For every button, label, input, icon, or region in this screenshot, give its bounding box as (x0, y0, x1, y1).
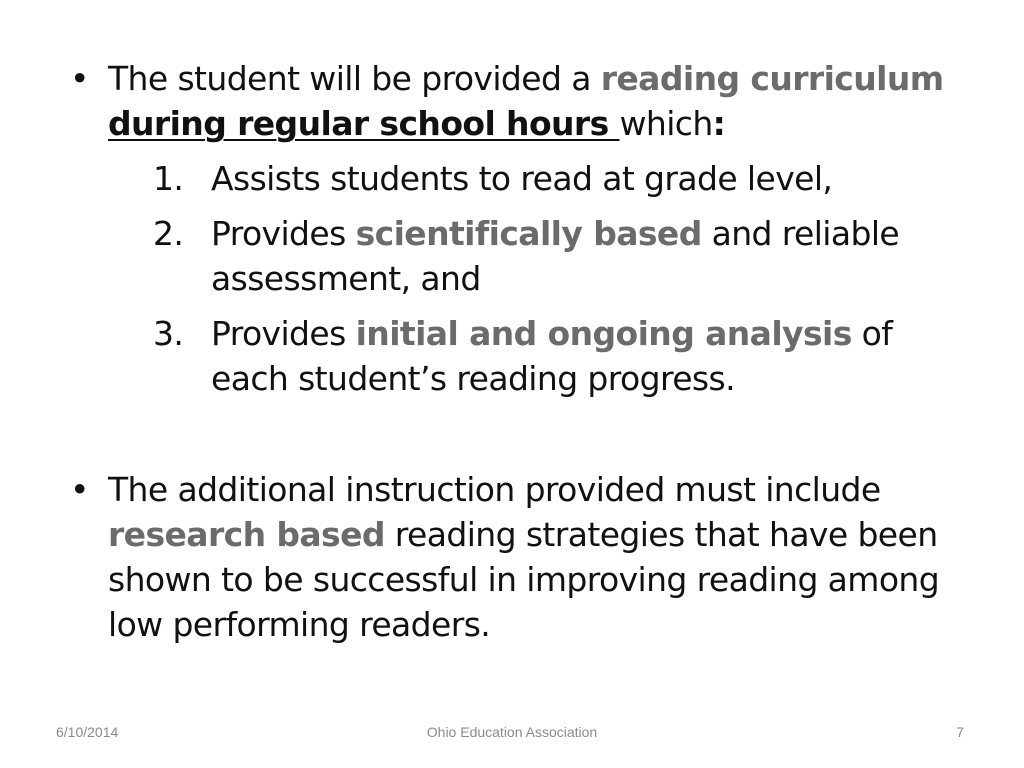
list-item-text-end: and reliable assessment, and (211, 214, 900, 298)
list-item (108, 156, 970, 201)
bullet-text-end: reading strategies that have been shown to be successful in improving reading among low performing readers. (108, 515, 940, 644)
list-item (108, 211, 970, 301)
footer-page-number: 7 (956, 724, 964, 740)
list-item-text-end: of each student’s reading progress. (211, 314, 893, 398)
bullet-text-which: which (619, 104, 713, 143)
list-item-text: Provides (211, 314, 356, 353)
emphasis-initial-ongoing-analysis: initial and ongoing analysis (355, 314, 852, 353)
emphasis-scientifically-based: scientifically based (355, 214, 702, 253)
emphasis-reading-curriculum: reading curriculum (600, 59, 944, 98)
list-item-text: Provides (211, 214, 356, 253)
bullet-colon: : (712, 104, 726, 143)
bullet-dot: • (70, 470, 89, 509)
footer-organization: Ohio Education Association (426, 724, 598, 740)
list-item-number: 1. (153, 159, 184, 198)
underlined-school-hours: during regular school hours (108, 104, 620, 143)
emphasis-research-based: research based (108, 515, 385, 554)
numbered-list (108, 156, 970, 401)
bullet-text: The additional instruction provided must include (108, 470, 881, 509)
list-item (108, 311, 970, 401)
list-item-number: 2. (153, 214, 184, 253)
bullet-item-additional-instruction (70, 467, 970, 647)
bullet-text: The student will be provided a (108, 59, 601, 98)
footer-date: 6/10/2014 (56, 724, 119, 740)
list-item-text: Assists students to read at grade level, (211, 159, 833, 198)
slide-body (70, 56, 970, 647)
bullet-dot: • (70, 59, 89, 98)
bullet-item-reading-curriculum (70, 56, 970, 401)
list-item-number: 3. (153, 314, 184, 353)
